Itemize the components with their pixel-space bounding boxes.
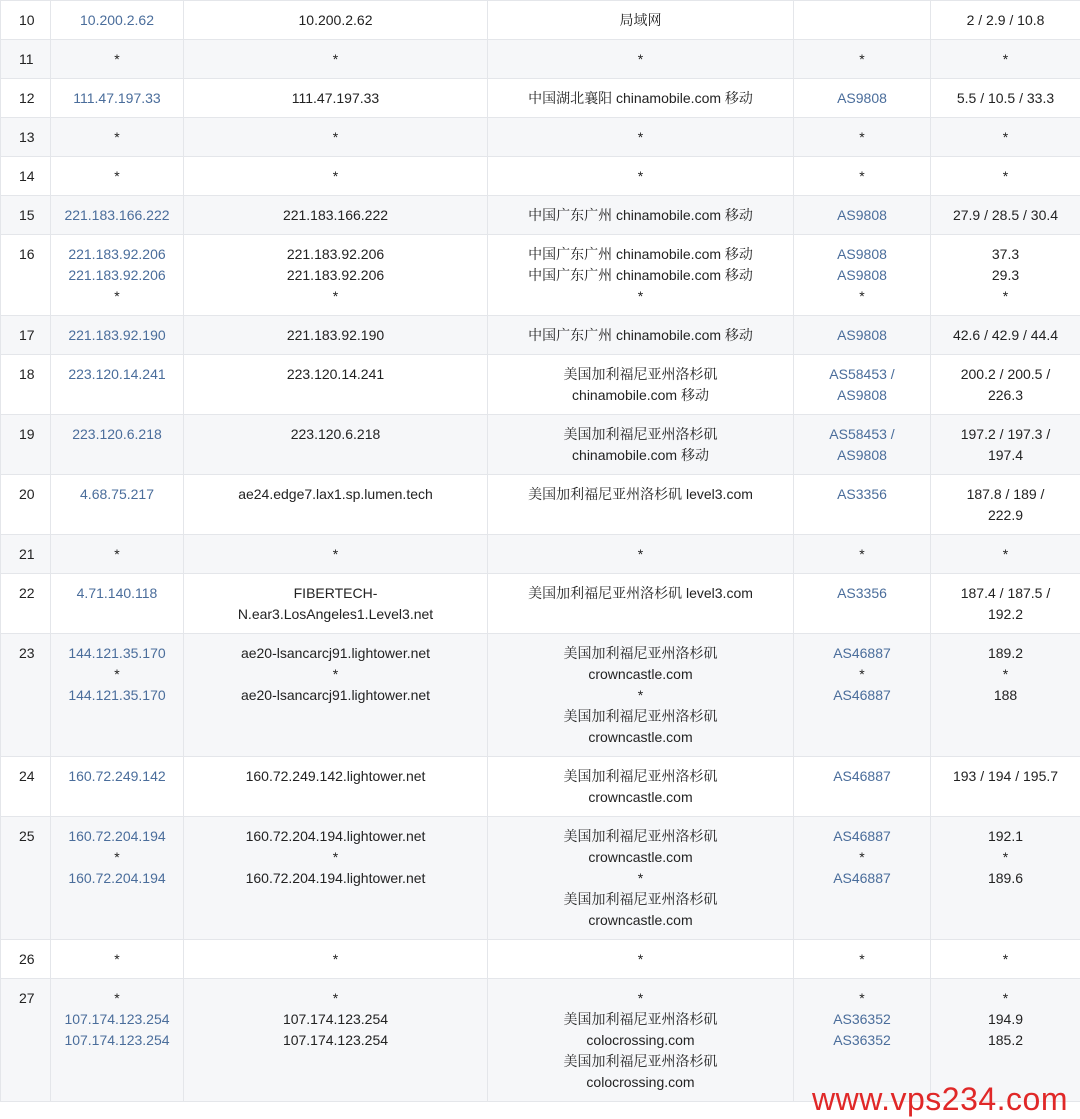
- ip-link[interactable]: 221.183.92.206: [68, 267, 166, 283]
- latency-text: 192.1: [987, 828, 1024, 844]
- location-text: 中国广东广州 chinamobile.com 移动: [528, 246, 753, 262]
- ip-text: *: [114, 288, 120, 304]
- hostname-text: 221.183.92.190: [286, 327, 385, 343]
- table-row: [1, 355, 1080, 415]
- latency-cell: [931, 196, 1080, 235]
- hostname-text: 160.72.249.142.lightower.net: [245, 768, 426, 784]
- location-text: *: [637, 951, 644, 967]
- ip-link[interactable]: 144.121.35.170: [68, 645, 166, 661]
- hostname-text: *: [332, 951, 339, 967]
- hostname-text: ae24.edge7.lax1.sp.lumen.tech: [238, 486, 433, 502]
- location-text: 中国广东广州 chinamobile.com 移动: [528, 207, 753, 223]
- ip-text: *: [114, 546, 120, 562]
- asn-cell: [794, 634, 931, 757]
- hop-number: 13: [1, 118, 51, 157]
- asn-cell: [794, 535, 931, 574]
- hop-number: 27: [1, 979, 51, 1102]
- latency-text: 197.4: [987, 447, 1024, 463]
- asn-cell: [794, 118, 931, 157]
- hostname-cell: [184, 940, 488, 979]
- asn-link[interactable]: AS46887: [833, 768, 891, 784]
- ip-link[interactable]: 221.183.166.222: [64, 207, 170, 223]
- hostname-cell: [184, 355, 488, 415]
- latency-text: 194.9: [987, 1011, 1024, 1027]
- table-row: [1, 574, 1080, 634]
- asn-cell: [794, 235, 931, 316]
- hop-number: 24: [1, 757, 51, 817]
- asn-link[interactable]: AS46887: [833, 870, 891, 886]
- latency-text: 42.6 / 42.9 / 44.4: [952, 327, 1059, 343]
- ip-link[interactable]: 160.72.204.194: [68, 870, 166, 886]
- location-text: colocrossing.com: [586, 1074, 695, 1090]
- ip-link[interactable]: 223.120.14.241: [68, 366, 166, 382]
- hop-number: 25: [1, 817, 51, 940]
- asn-text: *: [859, 288, 865, 304]
- hostname-cell: [184, 196, 488, 235]
- hostname-text: 160.72.204.194.lightower.net: [245, 870, 426, 886]
- latency-text: 189.6: [987, 870, 1024, 886]
- asn-link[interactable]: AS9808: [837, 246, 887, 262]
- hostname-text: *: [332, 666, 339, 682]
- ip-cell: [51, 79, 184, 118]
- asn-link[interactable]: AS46887: [833, 828, 891, 844]
- hop-number: 14: [1, 157, 51, 196]
- latency-text: 200.2 / 200.5 /: [960, 366, 1051, 382]
- ip-cell: [51, 757, 184, 817]
- ip-cell: [51, 574, 184, 634]
- asn-link[interactable]: AS58453 /: [829, 366, 895, 382]
- hostname-text: ae20-lsancarcj91.lightower.net: [240, 687, 431, 703]
- asn-cell: [794, 196, 931, 235]
- hop-number: 12: [1, 79, 51, 118]
- hostname-text: *: [332, 168, 339, 184]
- latency-cell: [931, 634, 1080, 757]
- asn-link[interactable]: AS9808: [837, 90, 887, 106]
- ip-cell: [51, 1, 184, 40]
- ip-link[interactable]: 107.174.123.254: [64, 1011, 170, 1027]
- hostname-cell: [184, 817, 488, 940]
- location-cell: [488, 316, 794, 355]
- hostname-cell: [184, 118, 488, 157]
- hostname-text: 10.200.2.62: [298, 12, 373, 28]
- asn-text: *: [859, 990, 865, 1006]
- table-row: [1, 40, 1080, 79]
- hostname-cell: [184, 979, 488, 1102]
- ip-link[interactable]: 221.183.92.190: [68, 327, 166, 343]
- ip-cell: [51, 235, 184, 316]
- hop-number: 11: [1, 40, 51, 79]
- table-row: [1, 634, 1080, 757]
- asn-cell: [794, 817, 931, 940]
- asn-link[interactable]: AS9808: [837, 447, 887, 463]
- location-text: *: [637, 687, 644, 703]
- location-text: *: [637, 288, 644, 304]
- hostname-text: 221.183.92.206: [286, 246, 385, 262]
- ip-cell: [51, 634, 184, 757]
- hostname-cell: [184, 757, 488, 817]
- hop-number: 26: [1, 940, 51, 979]
- asn-cell: [794, 475, 931, 535]
- hostname-cell: [184, 40, 488, 79]
- latency-cell: [931, 535, 1080, 574]
- location-cell: [488, 817, 794, 940]
- table-row: [1, 475, 1080, 535]
- table-row: [1, 79, 1080, 118]
- hop-number: 17: [1, 316, 51, 355]
- hostname-cell: [184, 79, 488, 118]
- location-text: 美国加利福尼亚州洛杉矶: [563, 891, 718, 907]
- asn-link[interactable]: AS9808: [837, 327, 887, 343]
- ip-link[interactable]: 160.72.204.194: [68, 828, 166, 844]
- latency-cell: [931, 415, 1080, 475]
- ip-link[interactable]: 111.47.197.33: [73, 90, 161, 106]
- watermark: www.vps234.com: [812, 1081, 1068, 1117]
- asn-link[interactable]: AS9808: [837, 207, 887, 223]
- location-cell: [488, 79, 794, 118]
- table-row: [1, 157, 1080, 196]
- location-text: 中国广东广州 chinamobile.com 移动: [528, 267, 753, 283]
- location-cell: [488, 40, 794, 79]
- hop-number: 23: [1, 634, 51, 757]
- asn-text: *: [859, 51, 865, 67]
- location-text: 美国加利福尼亚州洛杉矶 level3.com: [528, 486, 753, 502]
- location-cell: [488, 415, 794, 475]
- location-text: 中国湖北襄阳 chinamobile.com 移动: [528, 90, 753, 106]
- location-text: *: [637, 168, 644, 184]
- location-cell: [488, 157, 794, 196]
- table-row: [1, 535, 1080, 574]
- hostname-cell: [184, 634, 488, 757]
- asn-cell: [794, 757, 931, 817]
- hostname-text: 111.47.197.33: [291, 90, 380, 106]
- location-cell: [488, 196, 794, 235]
- location-cell: [488, 535, 794, 574]
- hop-number: 19: [1, 415, 51, 475]
- table-row: [1, 118, 1080, 157]
- hostname-text: 223.120.6.218: [290, 426, 381, 442]
- asn-link[interactable]: AS3356: [837, 486, 887, 502]
- latency-text: 222.9: [987, 507, 1024, 523]
- latency-text: 29.3: [991, 267, 1020, 283]
- latency-text: 189.2: [987, 645, 1024, 661]
- hop-number: 16: [1, 235, 51, 316]
- table-row: [1, 415, 1080, 475]
- hop-number: 10: [1, 1, 51, 40]
- ip-text: *: [114, 951, 120, 967]
- ip-cell: [51, 40, 184, 79]
- ip-cell: [51, 196, 184, 235]
- location-text: 美国加利福尼亚州洛杉矶: [563, 1011, 718, 1027]
- hostname-text: *: [332, 288, 339, 304]
- hostname-text: FIBERTECH-: [293, 585, 378, 601]
- asn-cell: [794, 355, 931, 415]
- latency-text: 192.2: [987, 606, 1024, 622]
- asn-text: *: [859, 129, 865, 145]
- asn-link[interactable]: AS46887: [833, 645, 891, 661]
- location-cell: [488, 979, 794, 1102]
- location-text: crowncastle.com: [588, 789, 693, 805]
- latency-text: *: [1002, 666, 1009, 682]
- latency-text: *: [1002, 990, 1009, 1006]
- hostname-text: 107.174.123.254: [282, 1011, 389, 1027]
- hop-number: 20: [1, 475, 51, 535]
- hostname-text: 160.72.204.194.lightower.net: [245, 828, 426, 844]
- table-row: [1, 817, 1080, 940]
- location-text: crowncastle.com: [588, 666, 693, 682]
- asn-link[interactable]: AS58453 /: [829, 426, 895, 442]
- ip-link[interactable]: 10.200.2.62: [80, 12, 154, 28]
- hostname-text: 107.174.123.254: [282, 1032, 389, 1048]
- ip-link[interactable]: 4.71.140.118: [76, 585, 158, 601]
- location-text: crowncastle.com: [588, 849, 693, 865]
- location-text: 美国加利福尼亚州洛杉矶: [563, 708, 718, 724]
- asn-cell: [794, 574, 931, 634]
- asn-link[interactable]: AS9808: [837, 387, 887, 403]
- latency-cell: [931, 157, 1080, 196]
- hostname-cell: [184, 235, 488, 316]
- latency-text: 2 / 2.9 / 10.8: [966, 12, 1045, 28]
- asn-link[interactable]: AS3356: [837, 585, 887, 601]
- ip-text: *: [114, 666, 120, 682]
- hop-number: 21: [1, 535, 51, 574]
- location-text: 美国加利福尼亚州洛杉矶: [563, 645, 718, 661]
- ip-text: *: [114, 168, 120, 184]
- ip-cell: [51, 157, 184, 196]
- hop-number: 22: [1, 574, 51, 634]
- table-row: [1, 196, 1080, 235]
- hostname-text: 221.183.166.222: [282, 207, 389, 223]
- latency-text: 5.5 / 10.5 / 33.3: [956, 90, 1055, 106]
- location-text: 中国广东广州 chinamobile.com 移动: [528, 327, 753, 343]
- asn-cell: [794, 415, 931, 475]
- location-text: *: [637, 51, 644, 67]
- latency-text: *: [1002, 129, 1009, 145]
- location-text: *: [637, 990, 644, 1006]
- hostname-cell: [184, 535, 488, 574]
- latency-cell: [931, 235, 1080, 316]
- latency-text: *: [1002, 288, 1009, 304]
- ip-cell: [51, 475, 184, 535]
- location-text: 美国加利福尼亚州洛杉矶: [563, 366, 718, 382]
- location-text: chinamobile.com 移动: [572, 447, 709, 463]
- traceroute-rows: [1, 1, 1080, 1102]
- ip-text: *: [114, 849, 120, 865]
- hostname-text: *: [332, 51, 339, 67]
- table-row: [1, 1, 1080, 40]
- location-cell: [488, 355, 794, 415]
- location-text: *: [637, 870, 644, 886]
- ip-cell: [51, 817, 184, 940]
- location-text: crowncastle.com: [588, 729, 693, 745]
- ip-cell: [51, 355, 184, 415]
- location-text: colocrossing.com: [586, 1032, 695, 1048]
- latency-cell: [931, 574, 1080, 634]
- ip-link[interactable]: 221.183.92.206: [68, 246, 166, 262]
- latency-text: *: [1002, 951, 1009, 967]
- asn-link[interactable]: AS36352: [833, 1032, 891, 1048]
- ip-link[interactable]: 4.68.75.217: [80, 486, 154, 502]
- hostname-cell: [184, 415, 488, 475]
- ip-link[interactable]: 144.121.35.170: [68, 687, 166, 703]
- hostname-text: 221.183.92.206: [286, 267, 385, 283]
- hop-number: 18: [1, 355, 51, 415]
- asn-link[interactable]: AS9808: [837, 267, 887, 283]
- latency-text: 27.9 / 28.5 / 30.4: [952, 207, 1059, 223]
- latency-text: 185.2: [987, 1032, 1024, 1048]
- hostname-cell: [184, 316, 488, 355]
- latency-cell: [931, 757, 1080, 817]
- asn-cell: [794, 1, 931, 40]
- asn-link[interactable]: AS36352: [833, 1011, 891, 1027]
- asn-cell: [794, 940, 931, 979]
- ip-cell: [51, 118, 184, 157]
- ip-link[interactable]: 107.174.123.254: [64, 1032, 170, 1048]
- asn-text: *: [859, 849, 865, 865]
- location-text: crowncastle.com: [588, 912, 693, 928]
- table-row: [1, 940, 1080, 979]
- hostname-cell: [184, 475, 488, 535]
- latency-cell: [931, 118, 1080, 157]
- location-text: *: [637, 129, 644, 145]
- asn-cell: [794, 316, 931, 355]
- hostname-cell: [184, 157, 488, 196]
- ip-cell: [51, 316, 184, 355]
- ip-text: *: [114, 129, 120, 145]
- asn-cell: [794, 157, 931, 196]
- latency-text: 197.2 / 197.3 /: [960, 426, 1051, 442]
- ip-cell: [51, 535, 184, 574]
- latency-text: 188: [993, 687, 1018, 703]
- hostname-text: N.ear3.LosAngeles1.Level3.net: [237, 606, 434, 622]
- ip-link[interactable]: 160.72.249.142: [68, 768, 166, 784]
- latency-cell: [931, 355, 1080, 415]
- latency-text: 37.3: [991, 246, 1020, 262]
- asn-cell: [794, 79, 931, 118]
- location-cell: [488, 118, 794, 157]
- ip-text: *: [114, 990, 120, 1006]
- location-cell: [488, 1, 794, 40]
- location-cell: [488, 757, 794, 817]
- latency-text: *: [1002, 849, 1009, 865]
- ip-cell: [51, 415, 184, 475]
- latency-text: *: [1002, 51, 1009, 67]
- location-cell: [488, 634, 794, 757]
- ip-link[interactable]: 223.120.6.218: [72, 426, 162, 442]
- location-text: 美国加利福尼亚州洛杉矶: [563, 828, 718, 844]
- hop-number: 15: [1, 196, 51, 235]
- hostname-text: *: [332, 129, 339, 145]
- latency-cell: [931, 1, 1080, 40]
- location-text: chinamobile.com 移动: [572, 387, 709, 403]
- asn-text: *: [859, 666, 865, 682]
- asn-text: *: [859, 951, 865, 967]
- ip-cell: [51, 979, 184, 1102]
- ip-text: *: [114, 51, 120, 67]
- latency-cell: [931, 316, 1080, 355]
- latency-text: 187.8 / 189 /: [966, 486, 1045, 502]
- hostname-text: *: [332, 849, 339, 865]
- location-text: 美国加利福尼亚州洛杉矶 level3.com: [528, 585, 753, 601]
- latency-text: *: [1002, 546, 1009, 562]
- location-text: 美国加利福尼亚州洛杉矶: [563, 1053, 718, 1069]
- hostname-text: *: [332, 546, 339, 562]
- hostname-text: *: [332, 990, 339, 1006]
- asn-link[interactable]: AS46887: [833, 687, 891, 703]
- latency-text: 226.3: [987, 387, 1024, 403]
- table-row: [1, 235, 1080, 316]
- asn-text: *: [859, 546, 865, 562]
- location-text: 局域网: [619, 12, 662, 28]
- latency-text: *: [1002, 168, 1009, 184]
- ip-cell: [51, 940, 184, 979]
- location-text: 美国加利福尼亚州洛杉矶: [563, 426, 718, 442]
- latency-cell: [931, 79, 1080, 118]
- latency-cell: [931, 817, 1080, 940]
- hostname-cell: [184, 1, 488, 40]
- latency-text: 187.4 / 187.5 /: [960, 585, 1051, 601]
- table-row: [1, 316, 1080, 355]
- hostname-text: ae20-lsancarcj91.lightower.net: [240, 645, 431, 661]
- hostname-cell: [184, 574, 488, 634]
- hostname-text: 223.120.14.241: [286, 366, 385, 382]
- asn-text: *: [859, 168, 865, 184]
- table-row: [1, 757, 1080, 817]
- location-text: 美国加利福尼亚州洛杉矶: [563, 768, 718, 784]
- location-cell: [488, 574, 794, 634]
- asn-cell: [794, 40, 931, 79]
- location-text: *: [637, 546, 644, 562]
- latency-cell: [931, 940, 1080, 979]
- location-cell: [488, 475, 794, 535]
- location-cell: [488, 940, 794, 979]
- latency-cell: [931, 475, 1080, 535]
- location-cell: [488, 235, 794, 316]
- latency-cell: [931, 40, 1080, 79]
- latency-text: 193 / 194 / 195.7: [952, 768, 1059, 784]
